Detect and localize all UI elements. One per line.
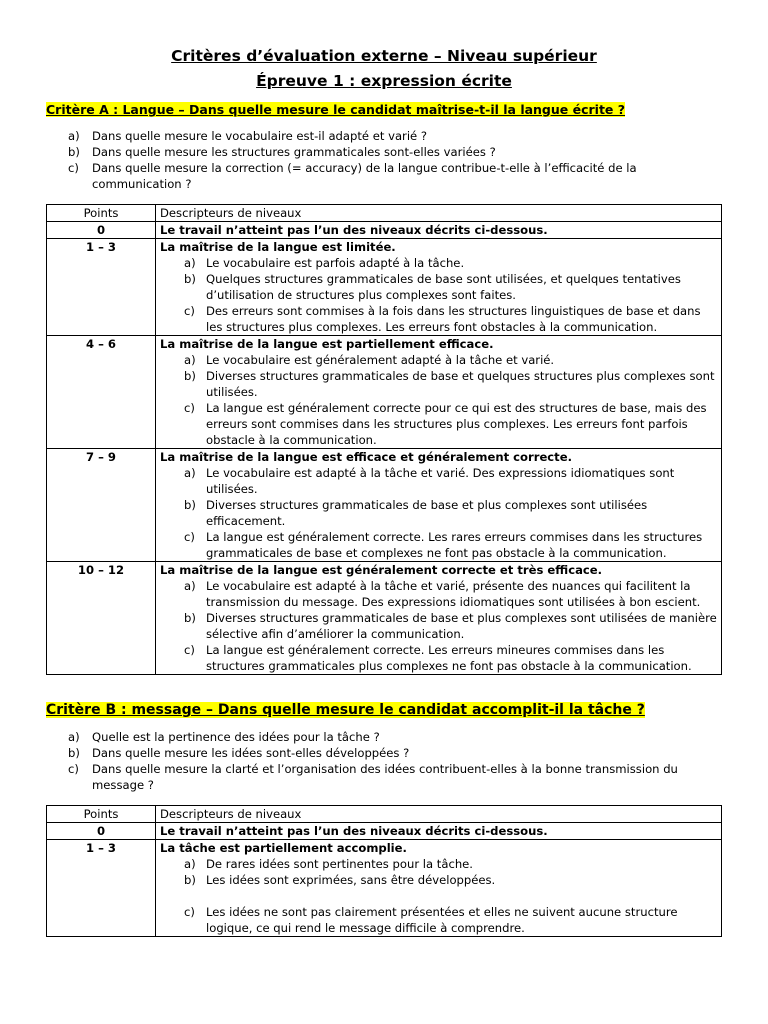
descriptor-title: La maîtrise de la langue est partiellement efficace. (160, 337, 494, 351)
descriptor-item (184, 856, 717, 872)
question-item (68, 729, 722, 745)
descriptor-letter: b) (184, 272, 196, 286)
descriptor-item (184, 255, 717, 271)
descriptor-letter: b) (184, 611, 196, 625)
question-item (68, 745, 722, 761)
descriptor-item (184, 368, 717, 400)
table-row (47, 823, 722, 840)
criterion-b-questions (46, 729, 722, 793)
table-row (47, 222, 722, 239)
question-letter: a) (68, 129, 80, 143)
descriptor-letter: a) (184, 466, 196, 480)
descriptor-letter: c) (184, 643, 195, 657)
question-letter: b) (68, 746, 80, 760)
descriptor-text: Diverses structures grammaticales de base et quelques structures plus complexes sont utilisées. (206, 369, 715, 399)
question-letter: c) (68, 762, 79, 776)
descriptor-text: La langue est généralement correcte. Les erreurs mineures commises dans les structures grammaticales plus complexes ne font pas obstacle à la communication. (206, 643, 692, 673)
question-item (68, 144, 722, 160)
question-letter: a) (68, 730, 80, 744)
descriptor-item (184, 400, 717, 448)
question-letter: c) (68, 161, 79, 175)
descriptor-letter: c) (184, 905, 195, 919)
descriptor-letter: a) (184, 256, 196, 270)
descriptor-text: Le vocabulaire est généralement adapté à la tâche et varié. (206, 353, 555, 367)
points-cell: 4 – 6 (47, 336, 156, 449)
table-row (47, 336, 722, 449)
descriptor-list (160, 856, 717, 936)
descriptor-list (160, 352, 717, 448)
descriptor-text: Le vocabulaire est adapté à la tâche et varié. Des expressions idiomatiques sont utilisées. (206, 466, 675, 496)
descriptor-item (184, 578, 717, 610)
question-text: Dans quelle mesure la correction (= accuracy) de la langue contribue-t-elle à l’efficacité de la communication ? (92, 161, 637, 191)
document-page (46, 44, 722, 937)
criterion-b-heading: Critère B : message – Dans quelle mesure le candidat accomplit-il la tâche ? (46, 702, 645, 718)
descriptor-item (184, 872, 717, 888)
descriptor-item (184, 352, 717, 368)
points-cell: 10 – 12 (47, 562, 156, 675)
points-cell: 0 (47, 823, 156, 840)
descriptor-list (160, 578, 717, 674)
points-header: Points (47, 205, 156, 222)
descriptor-text: Des erreurs sont commises à la fois dans les structures linguistiques de base et dans les structures plus complexes. Les erreurs font obstacles à la communication. (206, 304, 701, 334)
descriptor-cell (156, 562, 722, 675)
points-cell: 1 – 3 (47, 239, 156, 336)
descriptor-item (184, 303, 717, 335)
descriptor-list (160, 255, 717, 335)
descriptor-letter: c) (184, 401, 195, 415)
descriptor-item (184, 465, 717, 497)
descriptor-item (184, 271, 717, 303)
descriptor-cell (156, 840, 722, 937)
criterion-b-table (46, 805, 722, 937)
descriptor-text: Quelques structures grammaticales de base sont utilisées, et quelques tentatives d’utilisation de structures plus complexes sont faites. (206, 272, 681, 302)
descriptor-item (184, 904, 717, 936)
descriptor-title: La maîtrise de la langue est limitée. (160, 240, 396, 254)
descriptor-item (184, 610, 717, 642)
descriptor-letter: a) (184, 857, 196, 871)
descriptor-item (184, 529, 717, 561)
points-cell: 0 (47, 222, 156, 239)
descriptors-header: Descripteurs de niveaux (156, 806, 722, 823)
descriptor-cell (156, 239, 722, 336)
descriptor-title: La maîtrise de la langue est généralement correcte et très efficace. (160, 563, 603, 577)
descriptor-text: Diverses structures grammaticales de base et plus complexes sont utilisées efficacement. (206, 498, 648, 528)
descriptor-letter: c) (184, 530, 195, 544)
question-item (68, 761, 722, 793)
table-row (47, 449, 722, 562)
descriptor-list (160, 465, 717, 561)
descriptor-cell (156, 449, 722, 562)
table-row (47, 239, 722, 336)
descriptor-cell (156, 823, 722, 840)
table-row (47, 840, 722, 937)
question-item (68, 128, 722, 144)
descriptor-item (184, 642, 717, 674)
descriptor-item (184, 497, 717, 529)
criterion-a-heading: Critère A : Langue – Dans quelle mesure le candidat maîtrise-t-il la langue écrite ? (46, 102, 626, 117)
descriptor-text: La langue est généralement correcte. Les rares erreurs commises dans les structures grammaticales de base et complexes ne font pas obstacle à la communication. (206, 530, 703, 560)
descriptor-letter: c) (184, 304, 195, 318)
descriptor-title: Le travail n’atteint pas l’un des niveaux décrits ci-dessous. (160, 223, 548, 237)
document-title: Critères d’évaluation externe – Niveau supérieur (171, 47, 597, 65)
criterion-a-questions (46, 128, 722, 192)
descriptor-cell (156, 222, 722, 239)
descriptor-text: Les idées sont exprimées, sans être développées. (206, 873, 496, 887)
criterion-a-table (46, 204, 722, 675)
table-row (47, 562, 722, 675)
blank-line (184, 888, 717, 904)
descriptor-text: Les idées ne sont pas clairement présentées et elles ne suivent aucune structure logique, ce qui rend le message difficile à comprendre. (206, 905, 678, 935)
descriptor-letter: b) (184, 873, 196, 887)
document-subtitle: Épreuve 1 : expression écrite (256, 72, 512, 90)
descriptors-header: Descripteurs de niveaux (156, 205, 722, 222)
points-header: Points (47, 806, 156, 823)
points-cell: 1 – 3 (47, 840, 156, 937)
table-header-row (47, 205, 722, 222)
question-item (68, 160, 722, 192)
question-letter: b) (68, 145, 80, 159)
descriptor-title: La tâche est partiellement accomplie. (160, 841, 407, 855)
question-text: Dans quelle mesure les structures grammaticales sont-elles variées ? (92, 145, 496, 159)
descriptor-letter: a) (184, 353, 196, 367)
descriptor-letter: b) (184, 369, 196, 383)
descriptor-text: Le vocabulaire est adapté à la tâche et varié, présente des nuances qui facilitent la transmission du message. Des expressions idiomatiques sont utilisées à bon escient. (206, 579, 701, 609)
descriptor-letter: a) (184, 579, 196, 593)
question-text: Dans quelle mesure le vocabulaire est-il adapté et varié ? (92, 129, 428, 143)
descriptor-cell (156, 336, 722, 449)
descriptor-title: Le travail n’atteint pas l’un des niveaux décrits ci-dessous. (160, 824, 548, 838)
question-text: Dans quelle mesure les idées sont-elles développées ? (92, 746, 410, 760)
table-header-row (47, 806, 722, 823)
descriptor-letter: b) (184, 498, 196, 512)
descriptor-text: Diverses structures grammaticales de base et plus complexes sont utilisées de manière sélective afin d’améliorer la communication. (206, 611, 717, 641)
question-text: Quelle est la pertinence des idées pour la tâche ? (92, 730, 380, 744)
points-cell: 7 – 9 (47, 449, 156, 562)
descriptor-text: De rares idées sont pertinentes pour la tâche. (206, 857, 473, 871)
question-text: Dans quelle mesure la clarté et l’organisation des idées contribuent-elles à la bonne transmission du message ? (92, 762, 678, 792)
descriptor-text: La langue est généralement correcte pour ce qui est des structures de base, mais des erreurs sont commises dans les structures plus complexes. Les erreurs font parfois obstacle à la communication. (206, 401, 707, 447)
descriptor-title: La maîtrise de la langue est efficace et généralement correcte. (160, 450, 572, 464)
descriptor-text: Le vocabulaire est parfois adapté à la tâche. (206, 256, 465, 270)
